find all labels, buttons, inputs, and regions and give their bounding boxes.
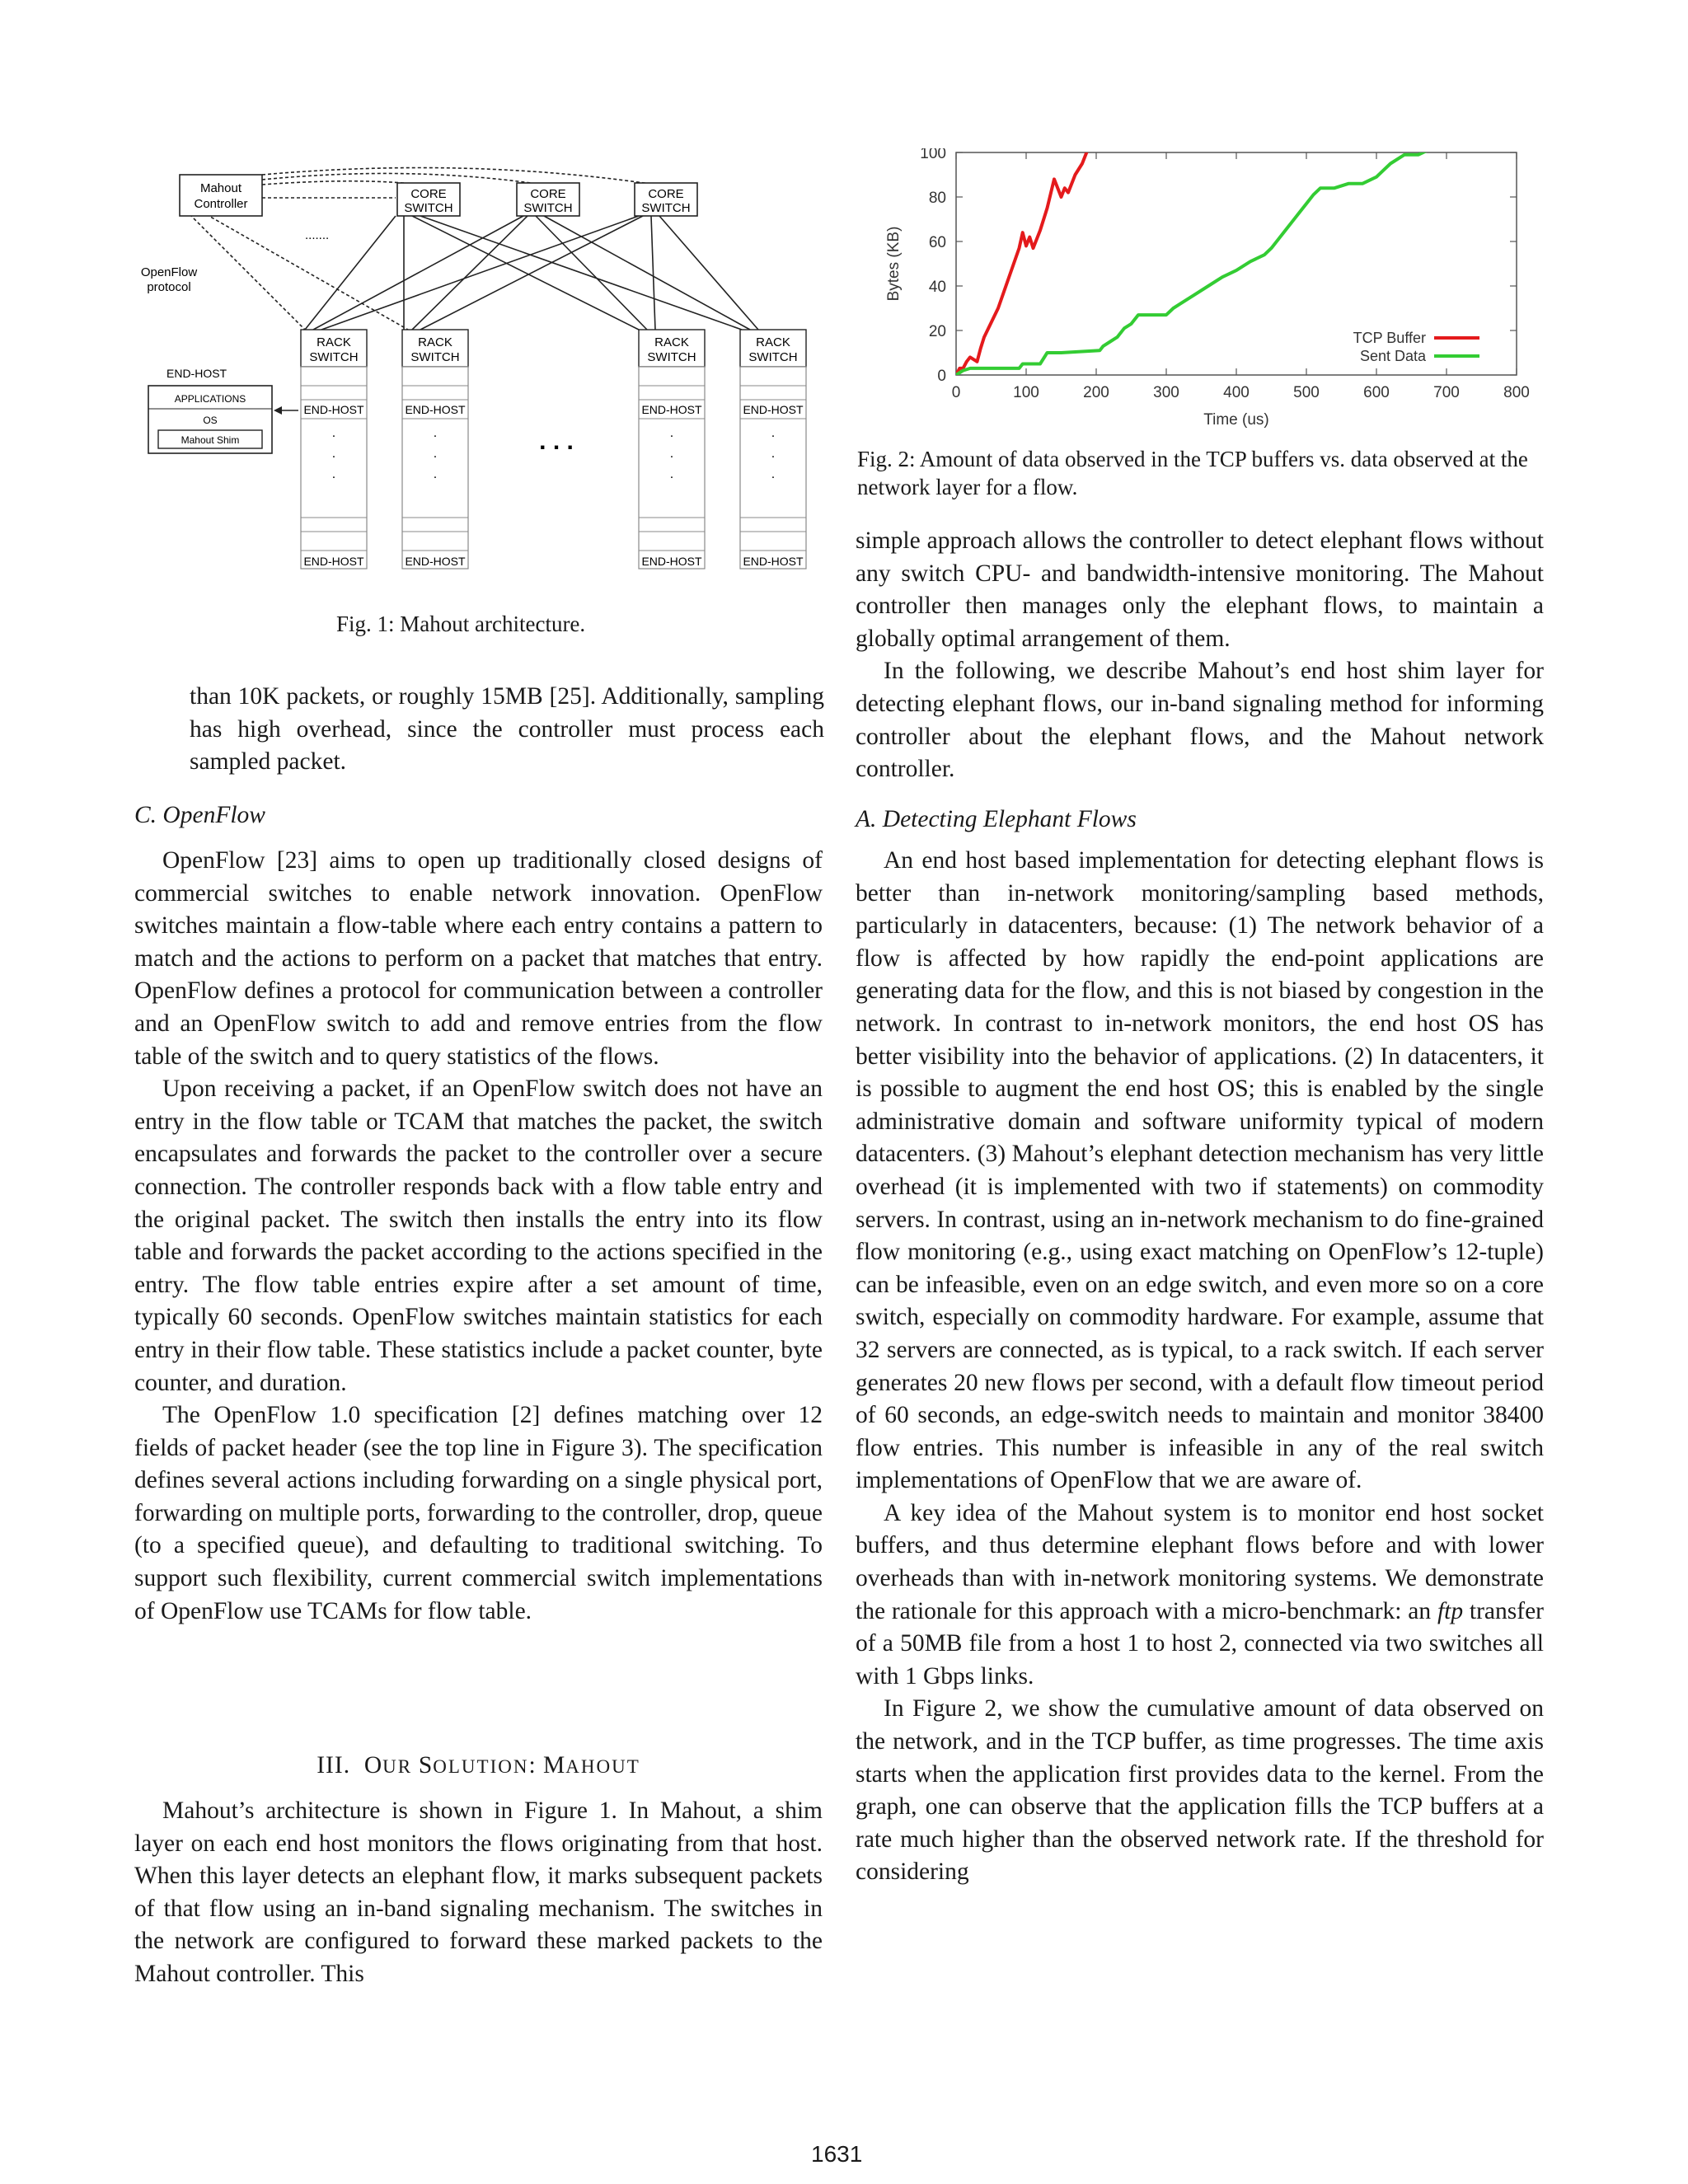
paragraph: Mahout’s architecture is shown in Figure 1. In Mahout, a shim layer on each end host monitors the flows originating from that host. When this layer detects an elephant flow, it marks subsequent packets of that flow using an in-band signaling mechanism. The switches in the network are configured to forward these marked packets to the Mahout controller. This (134, 1797, 823, 1987)
svg-text:SWITCH: SWITCH (410, 350, 460, 364)
x-tick-label: 800 (1503, 384, 1530, 401)
svg-text:.: . (331, 447, 336, 461)
subsection-heading-detecting: A. Detecting Elephant Flows (856, 806, 1137, 832)
x-tick-label: 700 (1433, 384, 1460, 401)
paragraph: Upon receiving a packet, if an OpenFlow switch does not have an entry in the flow table or TCAM that matches the packet, the switch encapsulates and forwards the packet to the controller over a secure connection. The controller responds back with a flow table entry and the original packet. The switch then installs the entry into its flow table and forwards the packet according to the actions specified in the entry. The flow table entries expire after a set amount of time, typically 60 seconds. OpenFlow switches maintain statistics for each entry in their flow table. These statistics include a packet counter, byte counter, and duration. (134, 1076, 823, 1396)
svg-text:.: . (433, 467, 438, 481)
svg-text:SWITCH: SWITCH (309, 350, 359, 364)
x-axis-label: Time (us) (1203, 411, 1269, 429)
svg-text:. . .: . . . (539, 428, 574, 455)
svg-text:protocol: protocol (147, 280, 191, 294)
svg-text:Mahout Shim: Mahout Shim (181, 434, 240, 446)
x-tick-label: 400 (1223, 384, 1250, 401)
right-column-body (856, 845, 1544, 1889)
svg-text:CORE: CORE (530, 187, 566, 201)
y-tick-label: 20 (928, 323, 946, 340)
right-column-top (856, 525, 1544, 786)
svg-text:CORE: CORE (410, 187, 447, 201)
svg-text:SWITCH: SWITCH (647, 350, 696, 364)
svg-text:.: . (433, 426, 438, 440)
y-tick-label: 0 (937, 368, 946, 385)
svg-text:.: . (669, 426, 674, 440)
svg-text:SWITCH: SWITCH (523, 201, 573, 215)
x-tick-label: 0 (951, 384, 961, 401)
svg-text:.......: ....... (305, 228, 330, 242)
svg-text:SWITCH: SWITCH (404, 201, 453, 215)
legend-label-1: TCP Buffer (1353, 330, 1426, 346)
fig2-chart (874, 148, 1533, 437)
legend-label-2: Sent Data (1359, 348, 1426, 364)
core-switch-3 (635, 183, 697, 216)
svg-text:END-HOST: END-HOST (641, 555, 702, 568)
paragraph: In the following, we describe Mahout’s end host shim layer for detecting elephant flows, our in-band signaling method for informing controller about the elephant flows, and the Mahout network controller. (856, 658, 1544, 783)
left-column-body (134, 845, 823, 1628)
svg-text:.: . (331, 467, 336, 481)
rack-column-4 (740, 330, 806, 569)
rack-column-2 (402, 330, 468, 569)
y-tick-label: 100 (920, 148, 946, 162)
svg-text:SWITCH: SWITCH (641, 201, 691, 215)
paragraph: OpenFlow [23] aims to open up traditionally closed designs of commercial switches to enable network innovation. OpenFlow switches maintain a flow-table where each entry contains a pattern to match and the actions to perform on a packet that matches that entry. OpenFlow defines a protocol for communication between a controller and an OpenFlow switch to add and remove entries from the flow table of the switch and to query statistics of the flows. (134, 847, 823, 1070)
rack-column-3 (639, 330, 705, 569)
paragraph: In Figure 2, we show the cumulative amount of data observed on the network, and in the TCP buffer, as time progresses. The time axis starts when the application first provides data to the kernel. From the graph, one can observe that the application fills the TCP buffers at a rate much higher than the observed network rate. If the threshold for considering (856, 1695, 1544, 1886)
rack-column-1 (301, 330, 367, 569)
y-axis-label: Bytes (KB) (885, 226, 903, 302)
svg-text:.: . (331, 426, 336, 440)
svg-text:.: . (669, 467, 674, 481)
fig1-caption: Fig. 1: Mahout architecture. (336, 612, 586, 636)
left-column-bottom (134, 1795, 823, 1991)
svg-text:.: . (771, 426, 776, 440)
section-heading: III. OUR SOLUTION: MAHOUT (316, 1752, 640, 1779)
y-tick-label: 60 (928, 234, 946, 251)
svg-text:CORE: CORE (648, 187, 684, 201)
svg-text:.: . (669, 447, 674, 461)
svg-text:RACK: RACK (418, 335, 452, 349)
paragraph: The OpenFlow 1.0 specification [2] defines matching over 12 fields of packet header (see the top line in Figure 3). The specification defines several actions including forwarding on a single physical port, forwarding on multiple ports, forwarding to the controller, drop, queue (to a specified queue), and defaulting to traditional switching. To support such flexibility, current commercial switch implementations of OpenFlow use TCAMs for flow table. (134, 1402, 823, 1624)
x-tick-label: 600 (1363, 384, 1390, 401)
paragraph: A key idea of the Mahout system is to monitor end host socket buffers, and thus determine elephant flows before and with lower overheads than with in-network monitoring systems. We demonstrate the rationale for this approach with a micro-benchmark: an ftp transfer of a 50MB file from a host 1 to host 2, connected via two switches all with 1 Gbps links. (856, 1499, 1544, 1690)
y-tick-label: 40 (928, 279, 946, 296)
svg-text:OS: OS (203, 415, 218, 426)
fig1-architecture-diagram (140, 165, 816, 593)
svg-text:END-HOST: END-HOST (743, 403, 804, 416)
end-host-detail (148, 367, 298, 453)
paragraph: than 10K packets, or roughly 15MB [25]. Additionally, sampling has high overhead, since the controller must process each sampled packet. (190, 683, 824, 776)
y-tick-label: 80 (928, 190, 946, 207)
subsection-heading-openflow: C. OpenFlow (134, 802, 265, 828)
svg-text:RACK: RACK (654, 335, 689, 349)
svg-text:END-HOST: END-HOST (405, 403, 466, 416)
svg-text:OpenFlow: OpenFlow (140, 265, 198, 279)
svg-text:.: . (433, 447, 438, 461)
x-tick-label: 300 (1153, 384, 1179, 401)
svg-text:RACK: RACK (316, 335, 351, 349)
svg-text:END-HOST: END-HOST (303, 555, 364, 568)
svg-text:END-HOST: END-HOST (405, 555, 466, 568)
plot-frame (956, 152, 1517, 375)
svg-text:.: . (771, 467, 776, 481)
svg-text:SWITCH: SWITCH (748, 350, 798, 364)
core-switch-1 (397, 183, 460, 216)
left-column-top (190, 681, 824, 779)
paragraph: simple approach allows the controller to detect elephant flows without any switch CPU- and bandwidth-intensive monitoring. The Mahout controller then manages only the elephant flows, to maintain a globally optimal arrangement of them. (856, 527, 1544, 652)
svg-text:Controller: Controller (194, 197, 248, 211)
paragraph: An end host based implementation for detecting elephant flows is better than in-network monitoring/sampling based methods, particularly in datacenters, because: (1) The network behavior of a flow is affected by how rapidly the end-point applications are generating data for the flow, and this is not biased by congestion in the network. In contrast to in-network monitors, the end host OS has better visibility into the behavior of applications. (2) In datacenters, it is possible to augment the end host OS; this is enabled by the single administrative domain and software uniformity typical of modern datacenters. (3) Mahout’s elephant detection mechanism has very little overhead (it is implemented with two if statements) on commodity servers. In contrast, using an in-network mechanism to do fine-grained flow monitoring (e.g., using exact matching on OpenFlow’s 12-tuple) can be infeasible, even on an edge switch, and even more so on a core switch, especially on commodity hardware. For example, assume that 32 servers are connected, as is typical, to a rack switch. If each server generates 20 new flows per second, with a default flow timeout period of 60 seconds, an edge-switch needs to maintain and monitor 38400 flow entries. This number is infeasible in any of the real switch implementations of OpenFlow that we are aware of. (856, 847, 1544, 1494)
svg-text:END-HOST: END-HOST (743, 555, 804, 568)
fig2-caption: Fig. 2: Amount of data observed in the TCP buffers vs. data observed at the network layer for a flow. (857, 447, 1528, 499)
core-switch-2 (517, 183, 579, 216)
x-tick-label: 500 (1293, 384, 1320, 401)
svg-text:.: . (771, 447, 776, 461)
svg-text:END-HOST: END-HOST (641, 403, 702, 416)
page-number: 1631 (811, 2141, 863, 2167)
svg-text:APPLICATIONS: APPLICATIONS (174, 393, 246, 405)
svg-text:Mahout: Mahout (199, 181, 242, 195)
series-line-1 (956, 148, 1096, 375)
x-tick-label: 100 (1013, 384, 1039, 401)
svg-text:END-HOST: END-HOST (166, 367, 227, 380)
svg-text:RACK: RACK (756, 335, 790, 349)
svg-text:END-HOST: END-HOST (303, 403, 364, 416)
x-tick-label: 200 (1083, 384, 1109, 401)
